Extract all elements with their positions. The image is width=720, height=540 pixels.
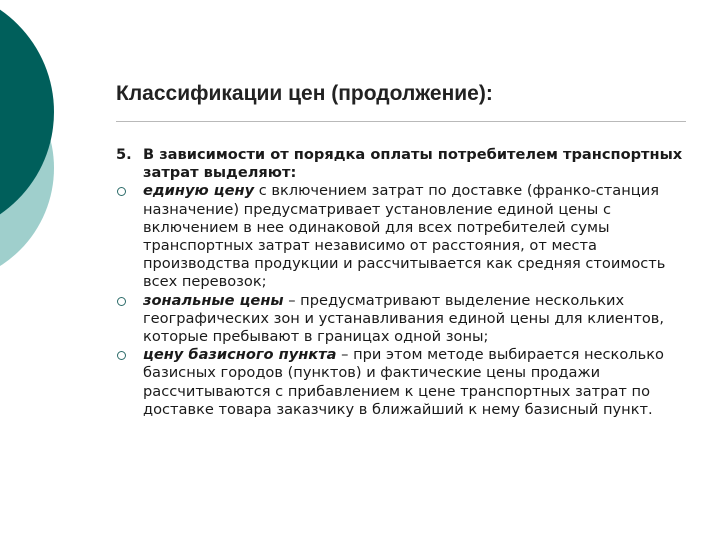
decorative-circles [0,0,120,300]
bullet-item [116,346,686,419]
bullet-text: – предусматривают выделение нескольких географических зон и устанавливания единой цены для клиентов, которые пребывают в границах одной зоны; [143,291,665,346]
bullet-circle-icon [117,297,126,306]
bullet-item [116,292,686,347]
bullet-term: зональные цены [143,291,284,309]
bullet-text: с включением затрат по доставке (франко-станция назначение) предусматривает установление единой цены с включением в нее одинаковой для всех потребителей сумы транспортных затрат независимо от расстояния, от места производства продукции и рассчитывается как средняя стоимость всех перевозок; [143,182,666,291]
bullet-circle-icon [117,187,126,196]
heading-text: В зависимости от порядка оплаты потребителем транспортных затрат выделяют: [143,146,683,182]
heading-number: 5. [116,146,132,163]
bullet-term: единую цену [143,182,255,200]
bullet-term: цену базисного пункта [143,346,337,364]
bullet-item [116,182,686,291]
numbered-heading [116,146,686,182]
bullet-text: – при этом методе выбирается несколько базисных городов (пунктов) и фактические цены продажи рассчитываются с прибавлением к цене транспортных затрат по доставке товара заказчику в ближайший к нему базисный пункт. [143,346,664,418]
slide-body [116,146,686,419]
title-divider [116,121,686,122]
bullet-circle-icon [117,351,126,360]
slide-title: Классификации цен (продолжение): [116,82,493,105]
